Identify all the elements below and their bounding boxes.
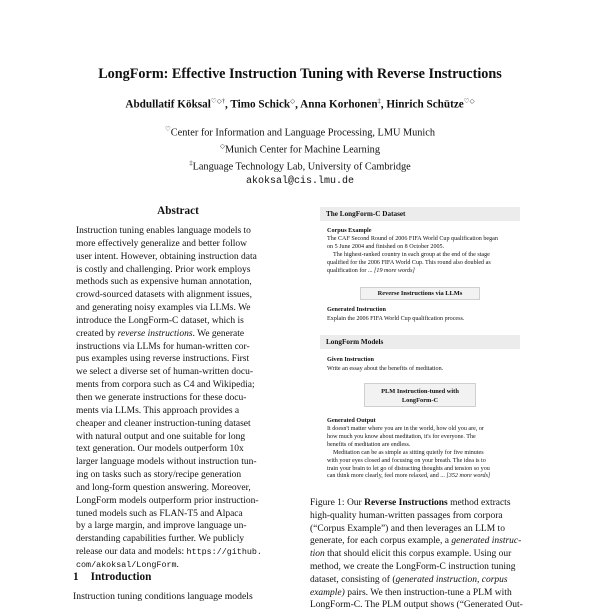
generated-instruction-text: Explain the 2006 FIFA World Cup qualification process. xyxy=(327,316,465,322)
abstract-line: text generation. Our models outperform 10x xyxy=(76,444,244,455)
body-text-line: Instruction tuning conditions language models xyxy=(73,591,253,602)
abstract-line: pus examples using reverse instructions. First xyxy=(76,354,250,365)
given-instruction-text: Write an essay about the benefits of meditation. xyxy=(327,366,444,372)
reverse-instructions-box: Reverse Instructions via LLMs xyxy=(360,287,480,300)
abstract-line: crowd-sourced datasets with alignment issues, xyxy=(76,290,252,301)
affiliation-text: Center for Information and Language Processing, LMU Munich xyxy=(170,127,436,139)
abstract-line xyxy=(76,328,280,341)
abstract-line: user intent. However, obtaining instruction data xyxy=(76,251,257,262)
more-words-note: [352 more words] xyxy=(446,473,491,480)
caption-line xyxy=(310,535,532,548)
caption-fragment: Figure 1: Our xyxy=(310,498,365,508)
box-line: LongForm-C xyxy=(401,397,439,404)
figure-text-line: It doesn't matter where you are in the world, how old you are, or xyxy=(327,426,484,432)
more-words-note: [19 more words] xyxy=(374,267,415,274)
author-list xyxy=(0,97,600,111)
caption-line: LongForm-C. The PLM output shows (“Generated Out- xyxy=(310,600,523,611)
figure-text-line: Meditation can be as simple as sitting quietly for five minutes xyxy=(333,449,484,456)
abstract-line: by a large margin, and improve language un- xyxy=(76,521,247,532)
abstract-line: ments from corpora such as C4 and Wikipedia; xyxy=(76,380,255,391)
caption-line xyxy=(310,587,532,600)
abstract-line xyxy=(76,559,280,572)
caption-line xyxy=(310,497,532,510)
figure-caption xyxy=(310,497,532,612)
figure-fragment: can think more clearly, feel more relaxed, and ... xyxy=(327,473,447,480)
affiliation-line xyxy=(0,123,600,140)
caption-line xyxy=(310,574,532,587)
affiliation-mark: ‡ xyxy=(189,160,193,168)
abstract-fragment: created by xyxy=(76,328,118,339)
abstract-line: instructions via LLMs for human-written cor- xyxy=(76,341,250,352)
abstract-line: then we generate instructions for these docu- xyxy=(76,392,247,403)
generated-output-label: Generated Output xyxy=(327,417,376,424)
caption-fragment: pairs. We then instruction-tune a PLM with xyxy=(344,587,512,598)
abstract-line: and long-form question answering. Moreover, xyxy=(76,482,251,493)
abstract-line: ments via LLMs. This approach provides a xyxy=(76,405,240,416)
abstract-fragment: release our data and models: xyxy=(76,547,187,558)
author-name: Abdullatif Köksal xyxy=(125,98,211,111)
author-email[interactable]: akoksal@cis.lmu.de xyxy=(245,175,355,187)
dataset-header: The LongForm-C Dataset xyxy=(320,207,520,221)
caption-emphasis: tion xyxy=(310,549,325,560)
affiliations xyxy=(0,123,600,188)
author-mark: ◇ xyxy=(290,98,296,105)
abstract-line: tuned models such as FLAN-T5 and Alpaca xyxy=(76,508,243,519)
abstract-line: Instruction tuning enables language models to xyxy=(76,226,251,236)
abstract-line: derstanding capabilities further. We publicly xyxy=(76,534,245,545)
abstract-line: and generating noisy examples via LLMs. We xyxy=(76,303,251,314)
box-line: PLM Instruction-tuned with xyxy=(381,388,459,395)
author-name: Anna Korhonen xyxy=(300,98,378,111)
caption-line: high-quality human-written passages from corpora xyxy=(310,510,503,521)
section-title: Introduction xyxy=(90,571,152,583)
abstract-line: ing on tasks such as story/recipe generation xyxy=(76,470,242,481)
author-name: Hinrich Schütze xyxy=(386,98,464,111)
affiliation-text: Language Technology Lab, University of Cambridge xyxy=(192,161,411,173)
abstract-line: larger language models without instruction tun- xyxy=(76,457,257,468)
author-mark: ♡◇ xyxy=(463,98,475,105)
caption-emphasis: generated instruction, corpus xyxy=(395,574,508,585)
abstract-body xyxy=(76,225,280,572)
generated-output-text xyxy=(327,426,517,481)
caption-line: (“Corpus Example”) and then leverages an LLM to xyxy=(310,523,505,534)
figure-fragment: qualification for ... xyxy=(327,267,375,274)
figure-text-line: qualified for the 2006 FIFA World Cup. This round also doubled as xyxy=(327,259,491,266)
figure-1 xyxy=(320,203,520,480)
section-number: 1 xyxy=(73,571,79,583)
generated-instruction-label: Generated Instruction xyxy=(327,306,386,313)
plm-instruction-tuned-box xyxy=(364,383,476,407)
figure-text-line: The highest-ranked country in each group at the end of the stage xyxy=(333,251,490,258)
caption-fragment: method extracts xyxy=(447,498,511,508)
affiliation-mark: ◇ xyxy=(220,143,225,151)
figure-text-line xyxy=(327,268,517,276)
figure-text-line: how much you know about meditation, it's for everyone. The xyxy=(327,433,476,440)
abstract-emphasis: reverse instructions xyxy=(117,328,193,339)
abstract-fragment: . xyxy=(176,559,179,570)
corpus-example-text xyxy=(327,236,517,276)
affiliation-line xyxy=(0,140,600,157)
repo-link[interactable]: https://github. xyxy=(186,547,262,558)
author-separator: , xyxy=(295,98,301,111)
repo-link[interactable]: com/akoksal/LongForm xyxy=(76,559,177,570)
affiliation-text: Munich Center for Machine Learning xyxy=(225,144,380,156)
caption-fragment: generate, for each corpus example, a xyxy=(310,536,452,547)
caption-fragment: that should elicit this corpus example. Using our xyxy=(324,549,512,560)
abstract-line: LongForm models outperform prior instruction- xyxy=(76,495,259,506)
paper-title: LongForm: Effective Instruction Tuning with Reverse Instructions xyxy=(98,66,502,82)
abstract-line xyxy=(76,546,280,559)
section-heading xyxy=(73,571,151,583)
abstract-line: more effectively generalize and better follow xyxy=(76,238,248,249)
caption-fragment: dataset, consisting of ( xyxy=(310,574,396,585)
caption-emphasis: example) xyxy=(310,587,345,598)
models-header: LongForm Models xyxy=(320,335,520,349)
figure-text-line: The CAF Second Round of 2006 FIFA World Cup qualification began xyxy=(327,236,498,242)
figure-text-line xyxy=(327,473,517,481)
abstract-heading: Abstract xyxy=(157,205,199,217)
abstract-line: cheaper and cleaner instruction-tuning dataset xyxy=(76,418,251,429)
author-mark: ‡ xyxy=(377,98,381,105)
caption-bold: Reverse Instructions xyxy=(364,498,448,508)
affiliation-mark: ♡ xyxy=(164,126,171,133)
abstract-line: we select a diverse set of human-written docu- xyxy=(76,367,254,378)
figure-text-line: benefits of meditation are endless. xyxy=(327,441,411,448)
caption-emphasis: generated instruc- xyxy=(451,536,522,547)
figure-text-line: train your brain to let go of distracting thoughts and tension so you xyxy=(327,465,490,472)
abstract-fragment: . We generate xyxy=(192,328,245,339)
affiliation-line xyxy=(0,157,600,174)
author-name: Timo Schick xyxy=(230,98,291,111)
corpus-example-label: Corpus Example xyxy=(327,227,372,234)
abstract-line: introduce the LongForm-C dataset, which is xyxy=(76,315,244,326)
abstract-line: methods such as expensive human annotation, xyxy=(76,277,252,288)
author-separator: , xyxy=(224,98,231,111)
abstract-line: with natural output and one suitable for long xyxy=(76,431,246,442)
author-separator: , xyxy=(380,98,387,111)
caption-line xyxy=(310,548,532,561)
given-instruction-label: Given Instruction xyxy=(327,356,374,363)
author-mark: ♡◇† xyxy=(210,98,225,105)
figure-text-line: on 5 June 2004 and finished on 8 October 2005. xyxy=(327,243,445,250)
abstract-line: is costly and challenging. Prior work employs xyxy=(76,264,251,275)
caption-line: method, we create the LongForm-C instruction tuning xyxy=(310,561,516,572)
figure-text-line: with your eyes closed and focusing on your breath. The idea is to xyxy=(327,457,486,464)
